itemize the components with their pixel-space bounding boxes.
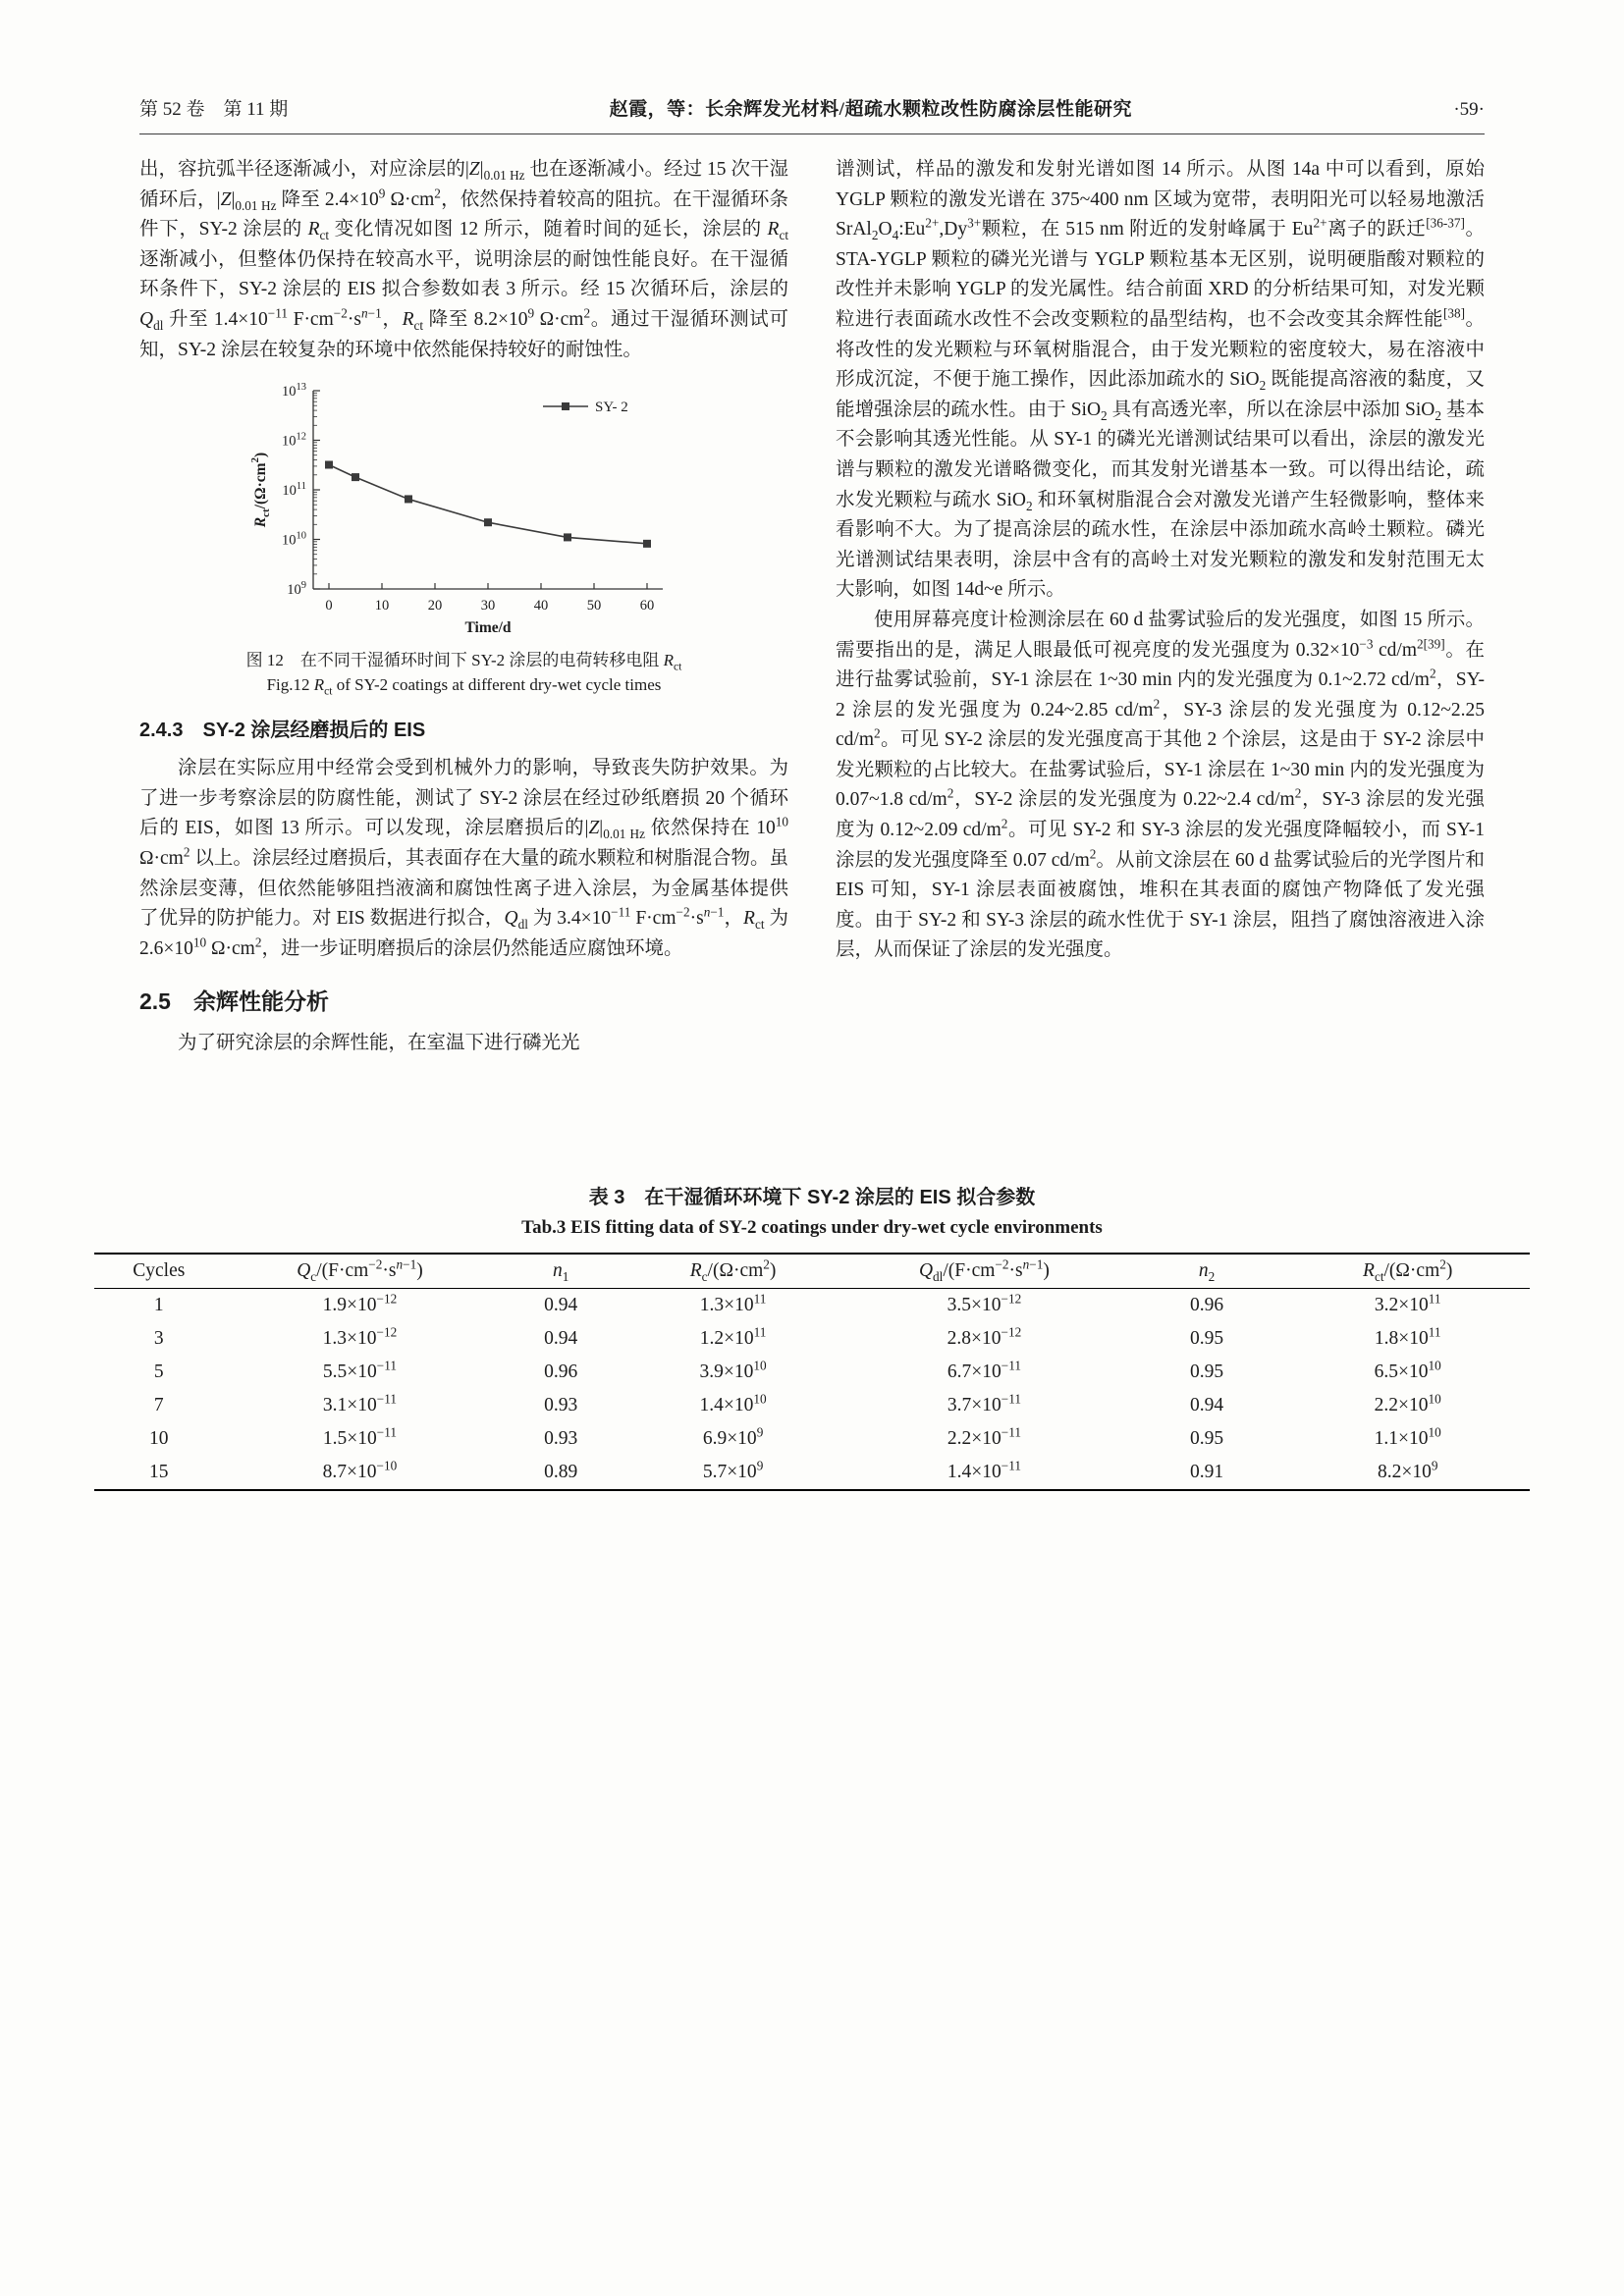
- table-cell: 0.93: [544, 1395, 578, 1415]
- column-header-cycles: Cycles: [133, 1260, 186, 1281]
- right-column: [836, 155, 1485, 1059]
- svg-text:SY- 2: SY- 2: [594, 400, 628, 416]
- table-cell: $5.5\times 10^{-11}$: [322, 1358, 398, 1382]
- table-cell: $1.2\times 10^{11}$: [699, 1324, 767, 1349]
- paragraph-afterglow-intro: 为了研究涂层的余辉性能，在室温下进行磷光光: [178, 1033, 580, 1054]
- svg-text:60: 60: [639, 598, 654, 614]
- table-row: [94, 1389, 1530, 1422]
- table-cell: $1.4\times 10^{-11}$: [947, 1458, 1021, 1482]
- header-volume-issue: 第 52 卷 第 11 期: [139, 99, 289, 120]
- table-cell: $2.2\times 10^{-11}$: [947, 1424, 1021, 1449]
- table-cell: $6.7\times 10^{-11}$: [947, 1358, 1021, 1382]
- two-column-body: [139, 155, 1485, 1059]
- table-cell: 7: [153, 1395, 164, 1415]
- column-header-rc: $R_c/(\Omega\cdot cm^2)$: [689, 1256, 777, 1284]
- paragraph-continuation: 出，容抗弧半径逐渐减小，对应涂层的$|Z|_{0.01 Hz}$ 也在逐渐减小。经过 15 次干湿循环后，$|Z|_{0.01 Hz}$ 降至 $2.4\times 10^9$ $\Omega\cdot cm^2$，依然保持着较高的阻抗。在干湿循环条件下，SY-2 涂层的 $R_{ct}$ 变化情况如图 12 所示，随着时间的延长，涂层的 $R_{ct}$ 逐渐减小，但整体仍保持在较高水平，说明涂层的耐蚀性能良好。在干湿循环条件下，SY-2 涂层的 EIS 拟合参数如表 3 所示。经 15 次循环后，涂层的 $Q_{dl}$ 升至 $1.4\times 10^{-11}$ $F\cdot cm^{-2}\cdot s^{n-1}$，$R_{ct}$ 降至 $8.2\times 10^9$ $\Omega\cdot cm^2$。通过干湿循环测试可知，SY-2 涂层在较复杂的环境中依然能保持较好的耐蚀性。: [139, 159, 788, 360]
- table-cell: $3.7\times 10^{-11}$: [947, 1391, 1021, 1415]
- table-cell: 0.95: [1189, 1428, 1224, 1449]
- table-cell: $8.2\times 10^9$: [1377, 1458, 1438, 1482]
- svg-text:10: 10: [374, 598, 389, 614]
- table-cell: 0.95: [1189, 1362, 1224, 1382]
- column-header-n1: $n_1$: [552, 1260, 569, 1284]
- table-cell: $1.3\times 10^{-12}$: [322, 1324, 398, 1349]
- table3-block: [94, 1184, 1530, 1491]
- column-header-qc: $Q_c/(F\cdot cm^{-2}\cdot s^{n-1})$: [297, 1256, 423, 1284]
- table-cell: $6.9\times 10^9$: [702, 1424, 764, 1449]
- table-cell: 0.96: [1189, 1295, 1224, 1315]
- figure12-caption-en: Fig.12 $R_{ct}$ of SY-2 coatings at different dry-wet cycle times: [266, 675, 662, 698]
- table-header-row: [94, 1254, 1530, 1289]
- left-column: [139, 155, 788, 1059]
- svg-text:50: 50: [586, 598, 601, 614]
- table-cell: 0.89: [544, 1462, 578, 1482]
- column-header-rct: $R_{ct}/(\Omega\cdot cm^2)$: [1363, 1256, 1453, 1284]
- figure12-chart: [248, 377, 680, 640]
- svg-text:Time/d: Time/d: [463, 619, 512, 637]
- table-cell: $1.9\times 10^{-12}$: [322, 1291, 398, 1315]
- table-cell: $3.2\times 10^{11}$: [1374, 1291, 1441, 1315]
- figure12-caption: [234, 648, 695, 697]
- header-page-number: ·59·: [1453, 99, 1485, 120]
- table-cell: $2.2\times 10^{10}$: [1374, 1391, 1441, 1415]
- table-cell: $5.7\times 10^9$: [702, 1458, 764, 1482]
- svg-text:30: 30: [480, 598, 495, 614]
- table-cell: $1.5\times 10^{-11}$: [322, 1424, 398, 1449]
- paragraph-phosphorescence: 谱测试，样品的激发和发射光谱如图 14 所示。从图 14a 中可以看到，原始 YGLP 颗粒的激发光谱在 375~400 nm 区域为宽带，表明阳光可以轻易地激活 $SrAl_2O_4:Eu^{2+},Dy^{3+}$颗粒，在 515 nm 附近的发射峰属于 $Eu^{2+}$离子的跃迁[36-37]。STA-YGLP 颗粒的磷光光谱与 YGLP 颗粒基本无区别，说明硬脂酸对颗粒的改性并未影响 YGLP 的发光属性。结合前面 XRD 的分析结果可知，对发光颗粒进行表面疏水改性不会改变颗粒的晶型结构，也不会改变其余辉性能[38]。将改性的发光颗粒与环氧树脂混合，由于发光颗粒的密度较大，易在溶液中形成沉淀，不便于施工操作，因此添加疏水的 SiO$_2$ 既能提高溶液的黏度，又能增强涂层的疏水性。由于 SiO$_2$ 具有高透光率，所以在涂层中添加 SiO$_2$ 基本不会影响其透光性能。从 SY-1 的磷光光谱测试结果可以看出，涂层的激发光谱与颗粒的激发光谱略微变化，而其发射光谱基本一致。可以得出结论，疏水发光颗粒与疏水 SiO$_2$ 和环氧树脂混合会对激发光谱产生轻微影响，整体来看影响不大。为了提高涂层的疏水性，在涂层中添加疏水高岭土颗粒。磷光光谱测试结果表明，涂层中含有的高岭土对发光颗粒的激发和发射范围无太大影响，如图 14d~e 所示。: [836, 159, 1485, 601]
- table-row: [94, 1422, 1530, 1456]
- svg-text:20: 20: [427, 598, 442, 614]
- section-heading-2-4-3: 2.4.3 SY-2 涂层经磨损后的 EIS: [139, 720, 426, 742]
- table-cell: 0.96: [544, 1362, 578, 1382]
- section-heading-2-5: 2.5 余辉性能分析: [139, 988, 329, 1015]
- table-row: [94, 1322, 1530, 1356]
- table-cell: 0.94: [544, 1328, 578, 1349]
- table-cell: $6.5\times 10^{10}$: [1374, 1358, 1441, 1382]
- page-header: [139, 94, 1485, 134]
- column-header-n2: $n_2$: [1198, 1260, 1216, 1284]
- table-cell: 0.94: [544, 1295, 578, 1315]
- table-row: [94, 1289, 1530, 1323]
- table3: [94, 1253, 1530, 1491]
- svg-text:1012: $10^{12}$: [281, 431, 306, 450]
- paragraph-abrasion-eis: 涂层在实际应用中经常会受到机械外力的影响，导致丧失防护效果。为了进一步考察涂层的防腐性能，测试了 SY-2 涂层在经过砂纸磨损 20 个循环后的 EIS，如图 13 所示。可以发现，涂层磨损后的$|Z|_{0.01 Hz}$ 依然保持在 $10^{10}$ $\Omega\cdot cm^2$ 以上。涂层经过磨损后，其表面存在大量的疏水颗粒和树脂混合物。虽然涂层变薄，但依然能够阻挡液滴和腐蚀性离子进入涂层，为金属基体提供了优异的防护能力。对 EIS 数据进行拟合，$Q_{dl}$ 为 $3.4\times 10^{-11}$ $F\cdot cm^{-2}\cdot s^{n-1}$，$R_{ct}$ 为 $2.6\times 10^{10}$ $\Omega\cdot cm^2$，进一步证明磨损后的涂层仍然能适应腐蚀环境。: [139, 758, 788, 959]
- header-running-title: 赵霞，等：长余辉发光材料/超疏水颗粒改性防腐涂层性能研究: [609, 99, 1132, 120]
- table-cell: $3.9\times 10^{10}$: [699, 1358, 767, 1382]
- table-cell: $2.8\times 10^{-12}$: [947, 1324, 1022, 1349]
- svg-text:1013: $10^{13}$: [281, 382, 306, 400]
- table-cell: 10: [149, 1428, 169, 1449]
- table-cell: $1.8\times 10^{11}$: [1374, 1324, 1441, 1349]
- svg-text:109: $10^9$: [286, 580, 306, 599]
- figure-12: [234, 377, 695, 697]
- table-cell: $3.5\times 10^{-12}$: [947, 1291, 1022, 1315]
- svg-text:0: 0: [324, 598, 333, 614]
- paragraph-luminance: 使用屏幕亮度计检测涂层在 60 d 盐雾试验后的发光强度，如图 15 所示。需要指出的是，满足人眼最低可视亮度的发光强度为 $0.32\times 10^{-3}$ $cd/m^{2[39]}$。在进行盐雾试验前，SY-1 涂层在 1~30 min 内的发光强度为 0.1~2.72 $cd/m^2$，SY-2 涂层的发光强度为 0.24~2.85 $cd/m^2$，SY-3 涂层的发光强度为 0.12~2.25 $cd/m^2$。可见 SY-2 涂层的发光强度高于其他 2 个涂层，这是由于 SY-2 涂层中发光颗粒的占比较大。在盐雾试验后，SY-1 涂层在 1~30 min 内的发光强度为 0.07~1.8 $cd/m^2$，SY-2 涂层的发光强度为 0.22~2.4 $cd/m^2$，SY-3 涂层的发光强度为 0.12~2.09 $cd/m^2$。可见 SY-2 和 SY-3 涂层的发光强度降幅较小，而 SY-1 涂层的发光强度降至 0.07 $cd/m^2$。从前文涂层在 60 d 盐雾试验后的光学图片和 EIS 可知，SY-1 涂层表面被腐蚀，堆积在其表面的腐蚀产物降低了发光强度。由于 SY-2 和 SY-3 涂层的疏水性优于 SY-1 涂层，阻挡了腐蚀溶液进入涂层，从而保证了涂层的发光强度。: [836, 609, 1486, 961]
- table-cell: 0.93: [544, 1428, 578, 1449]
- table-cell: 5: [153, 1362, 164, 1382]
- table-row: [94, 1456, 1530, 1490]
- table-cell: 15: [149, 1462, 169, 1482]
- table-cell: 1: [153, 1295, 164, 1315]
- column-header-qdl: $Q_{dl}/(F\cdot cm^{-2}\cdot s^{n-1})$: [918, 1256, 1050, 1284]
- table3-title-cn: 表 3 在干湿循环环境下 SY-2 涂层的 EIS 拟合参数: [588, 1187, 1036, 1208]
- table-cell: 0.95: [1189, 1328, 1224, 1349]
- table-cell: $1.3\times 10^{11}$: [699, 1291, 767, 1315]
- svg-text:1011: $10^{11}$: [281, 481, 306, 500]
- svg-text:Rct/(Ω·cm2): $R_{ct}^{/(\Omega\cdot cm2}_)$: [248, 452, 272, 528]
- table-cell: $8.7\times 10^{-10}$: [322, 1458, 398, 1482]
- table-row: [94, 1356, 1530, 1389]
- svg-text:40: 40: [533, 598, 548, 614]
- figure12-caption-cn: 图 12 在不同干湿循环时间下 SY-2 涂层的电荷转移电阻 $R_{ct}$: [245, 651, 682, 673]
- table-cell: 0.94: [1189, 1395, 1224, 1415]
- table-cell: $1.4\times 10^{10}$: [699, 1391, 767, 1415]
- table-cell: 3: [153, 1328, 164, 1349]
- svg-text:1010: $10^{10}$: [281, 530, 306, 549]
- table3-title-en: Tab.3 EIS fitting data of SY-2 coatings under dry-wet cycle environments: [521, 1217, 1103, 1238]
- table-cell: 0.91: [1189, 1462, 1224, 1482]
- table-cell: $1.1\times 10^{10}$: [1374, 1424, 1441, 1449]
- table-cell: $3.1\times 10^{-11}$: [322, 1391, 398, 1415]
